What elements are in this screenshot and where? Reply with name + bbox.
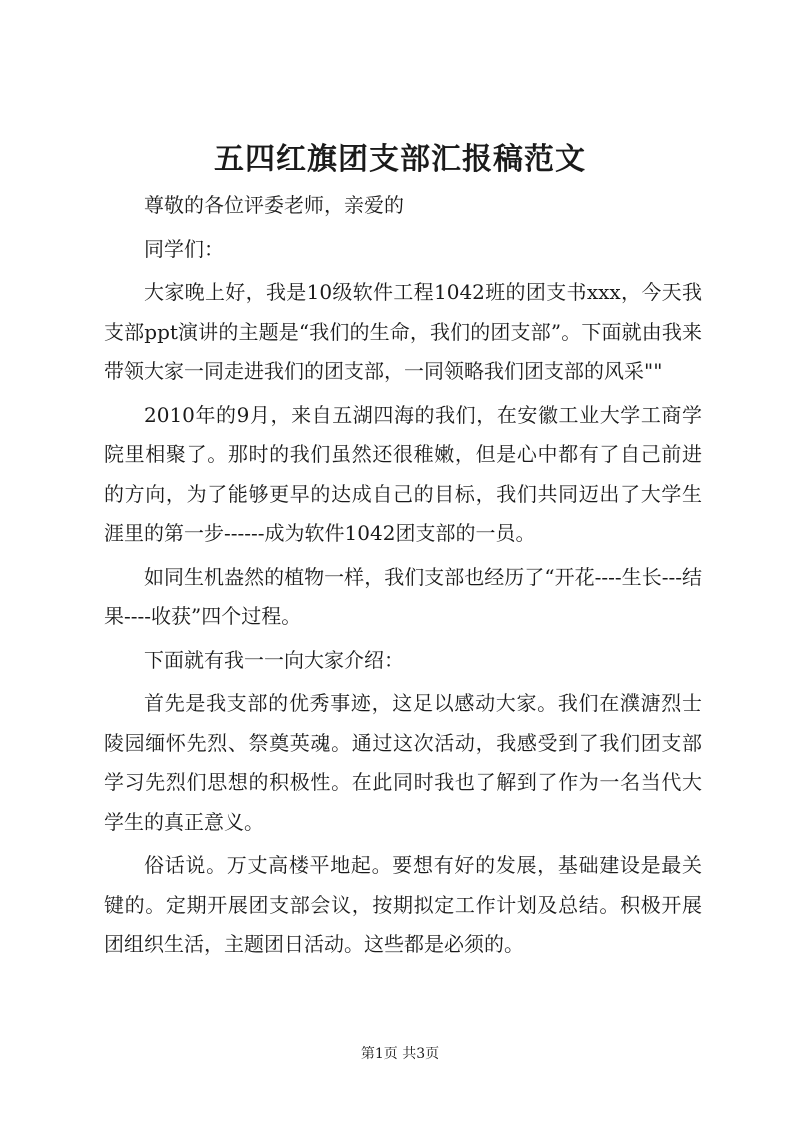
paragraph-deeds: 首先是我支部的优秀事迹，这足以感动大家。我们在濮溏烈士陵园缅怀先烈、祭奠英魂。通过这次活动，我感受到了我们团支部学习先烈们思想的积极性。在此同时我也了解到了作为一名当代大学生的真正意义。 [104,691,702,834]
paragraph-intro: 大家晚上好，我是10级软件工程1042班的团支书xxx，今天我支部ppt演讲的主题是“我们的生命，我们的团支部”。下面就由我来带领大家一同走进我们的团支部，一同领略我们团支部的风采"" [104,280,702,383]
document-body [104,186,702,969]
page-title: 五四红旗团支部汇报稿范文 [214,142,586,177]
paragraph-transition: 下面就有我一一向大家介绍： [144,647,404,672]
paragraph-salutation-cont: 同学们： [144,236,224,261]
paragraph-history: 2010年的9月，来自五湖四海的我们，在安徽工业大学工商学院里相聚了。那时的我们虽然还很稚嫩，但是心中都有了自己前进的方向，为了能够更早的达成自己的目标，我们共同迈出了大学生涯里的第一步------成为软件1042团支部的一员。 [104,402,702,545]
paragraph-growth: 如同生机盎然的植物一样，我们支部也经历了“开花----生长---结果----收获”四个过程。 [104,564,702,628]
page-number-footer: 第1页 共3页 [360,1046,440,1062]
paragraph-salutation: 尊敬的各位评委老师，亲爱的 [144,193,404,217]
paragraph-foundation: 俗话说。万丈高楼平地起。要想有好的发展，基础建设是最关键的。定期开展团支部会议，按期拟定工作计划及总结。积极开展团组织生活，主题团日活动。这些都是必须的。 [104,853,702,956]
